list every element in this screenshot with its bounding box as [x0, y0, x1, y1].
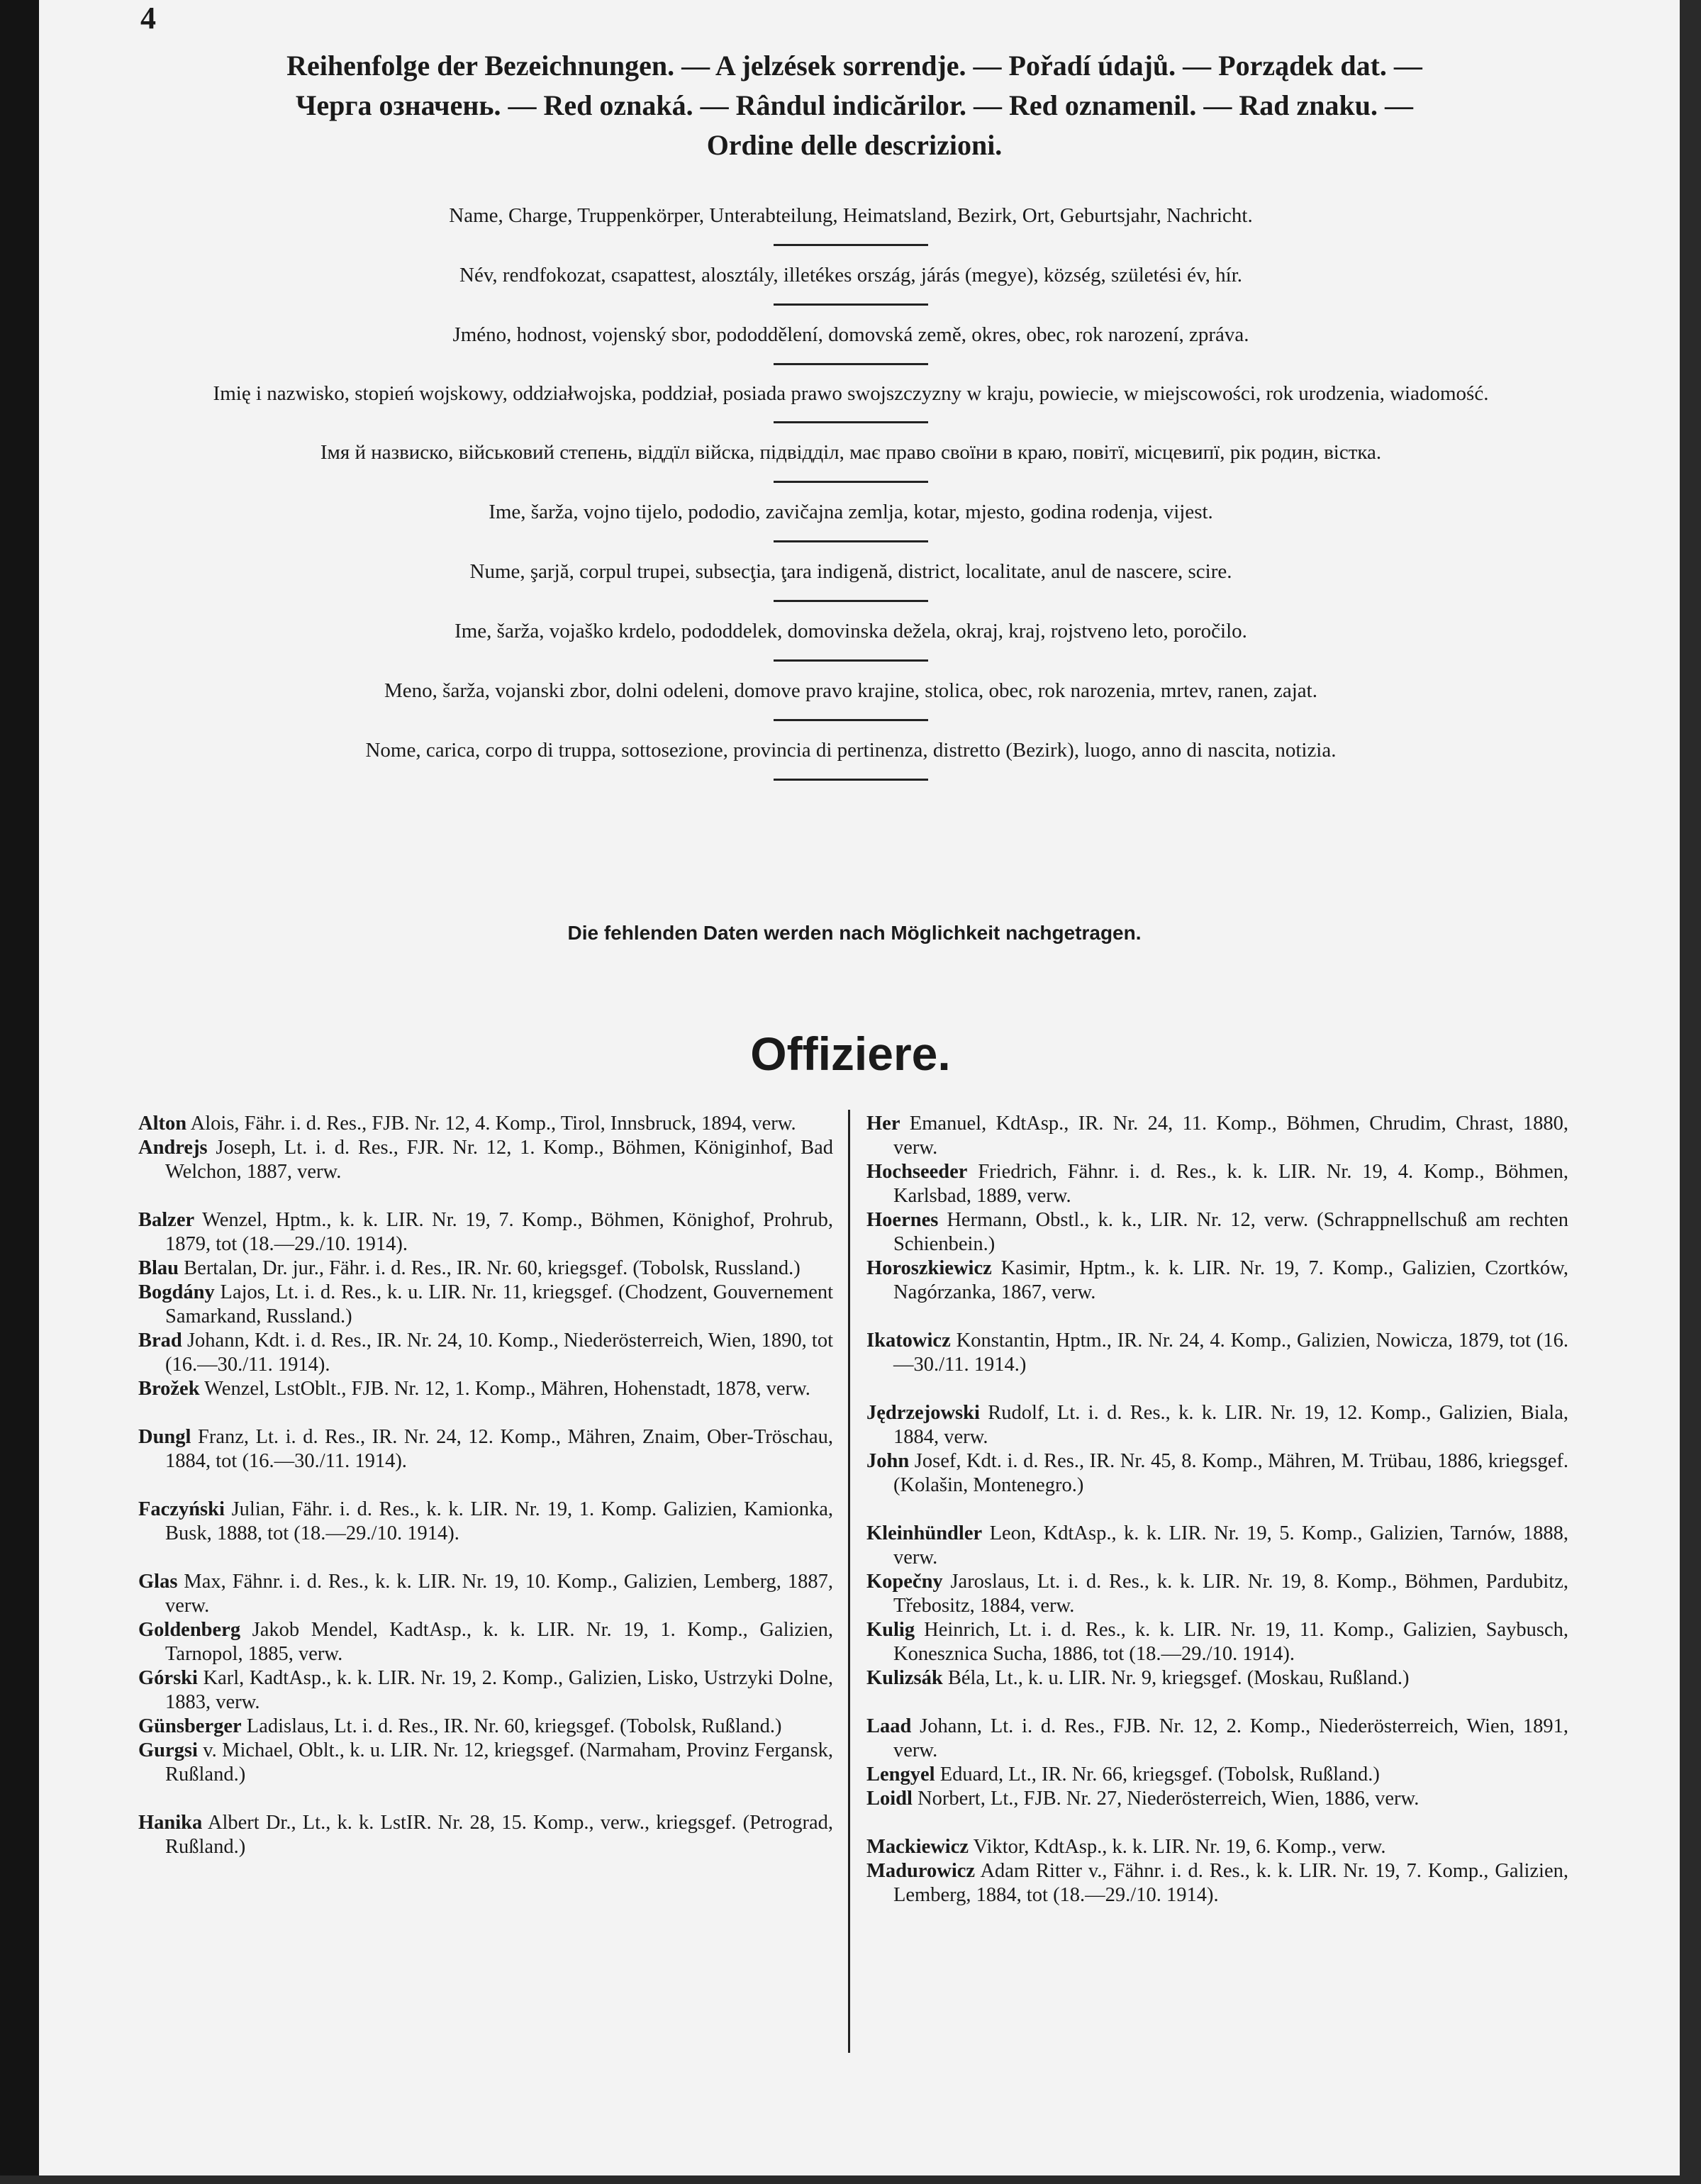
officer-details: Adam Ritter v., Fähnr. i. d. Res., k. k. LIR. Nr. 19, 7. Komp., Galizien, Lemberg, 1884, tot (18.—29./10. 1914). [893, 1860, 1569, 1906]
divider-rule [774, 481, 928, 483]
officer-surname: Madurowicz [866, 1860, 976, 1882]
divider-rule [774, 421, 928, 423]
header-line: Reihenfolge der Bezeichnungen. — A jelzések sorrendje. — Pořadí údajů. — Porządek dat. — [286, 50, 1422, 82]
officer-details: v. Michael, Oblt., k. u. LIR. Nr. 12, kriegsgef. (Narmaham, Provinz Fergansk, Rußland.) [165, 1739, 833, 1785]
divider-rule [774, 244, 928, 246]
officer-surname: Blau [138, 1257, 179, 1279]
officer-details: Norbert, Lt., FJB. Nr. 27, Niederösterreich, Wien, 1886, verw. [918, 1788, 1420, 1810]
officer-surname: Kopečny [866, 1571, 943, 1593]
officer-entry [866, 1257, 1568, 1305]
officer-details: Wenzel, Hptm., k. k. LIR. Nr. 19, 7. Komp., Böhmen, Könighof, Prohrub, 1879, tot (18.—29./10. 1914). [165, 1209, 833, 1255]
officer-entry [866, 1787, 1568, 1811]
officer-entry [138, 1425, 833, 1473]
divider-rule [774, 600, 928, 602]
officer-entry [866, 1112, 1568, 1160]
officer-surname: Górski [138, 1667, 198, 1689]
officer-surname: Mackiewicz [866, 1836, 969, 1858]
officer-entry [866, 1618, 1568, 1666]
officer-details: Max, Fähnr. i. d. Res., k. k. LIR. Nr. 19, 10. Komp., Galizien, Lemberg, 1887, verw. [165, 1571, 834, 1617]
officer-surname: Hochseeder [866, 1161, 968, 1183]
officer-details: Rudolf, Lt. i. d. Res., k. k. LIR. Nr. 19, 12. Komp., Galizien, Biala, 1884, verw. [893, 1402, 1569, 1448]
legend-slovene: Ime, šarža, vojaško krdelo, pododdelek, domovinska dežela, okraj, kraj, rojstveno leto, poročilo. [454, 620, 1247, 642]
officer-entry [866, 1763, 1568, 1787]
legend-croatian: Ime, šarža, vojno tijelo, pododio, zavičajna zemlja, kotar, mjesto, godina rodenja, vijest. [489, 501, 1213, 523]
officer-entry [138, 1257, 833, 1281]
officer-surname: Dungl [138, 1426, 191, 1448]
officer-entry [866, 1859, 1568, 1907]
officer-entry [866, 1715, 1568, 1763]
officer-details: Viktor, KdtAsp., k. k. LIR. Nr. 19, 6. Komp., verw. [973, 1836, 1386, 1858]
officer-entry [866, 1570, 1568, 1618]
officer-surname: Her [866, 1113, 900, 1135]
officer-surname: Goldenberg [138, 1619, 241, 1641]
officer-surname: Horoszkiewicz [866, 1257, 992, 1279]
officer-details: Hermann, Obstl., k. k., LIR. Nr. 12, verw. (Schrappnellschuß am rechten Schienbein.) [893, 1209, 1568, 1255]
officer-entry [866, 1160, 1568, 1208]
legend-polish: Imię i nazwisko, stopień wojskowy, oddziałwojska, poddział, posiada prawo swojszczyzny w kraju, powiecie, w miejscowości, rok urodzenia, wiadomość. [213, 382, 1489, 405]
officer-surname: Kulizsák [866, 1667, 943, 1689]
officer-surname: Balzer [138, 1209, 195, 1231]
divider-rule [774, 659, 928, 662]
officer-details: Franz, Lt. i. d. Res., IR. Nr. 24, 12. Komp., Mähren, Znaim, Ober-Tröschau, 1884, tot (16.—30./11. 1914). [165, 1426, 834, 1472]
officer-details: Julian, Fähr. i. d. Res., k. k. LIR. Nr. 19, 1. Komp. Galizien, Kamionka, Busk, 1888, tot (18.—29./10. 1914). [165, 1498, 833, 1544]
officer-details: Karl, KadtAsp., k. k. LIR. Nr. 19, 2. Komp., Galizien, Lisko, Ustrzyki Dolne, 1883, verw. [165, 1667, 834, 1713]
officer-entry [138, 1739, 833, 1787]
header-line: Ordine delle descrizioni. [706, 129, 1003, 161]
officer-surname: Brad [138, 1330, 182, 1352]
scan-frame-right [1680, 0, 1701, 2184]
legend-romanian: Nume, şarjă, corpul trupei, subsecţia, ţara indigenă, district, localitate, anul de nascere, scire. [469, 560, 1232, 583]
divider-rule [774, 719, 928, 721]
officer-surname: Alton [138, 1113, 187, 1135]
officer-details: Heinrich, Lt. i. d. Res., k. k. LIR. Nr. 19, 11. Komp., Galizien, Saybusch, Konesznica Sucha, 1886, tot (18.—29./10. 1914). [893, 1619, 1568, 1665]
officer-surname: Ikatowicz [866, 1330, 951, 1352]
officer-details: Friedrich, Fähnr. i. d. Res., k. k. LIR. Nr. 19, 4. Komp., Böhmen, Karlsbad, 1889, verw. [893, 1161, 1569, 1207]
header-line: Черга означень. — Red oznaká. — Rândul indicărilor. — Red oznamenil. — Rad znaku. — [295, 89, 1413, 121]
officer-surname: Jędrzejowski [866, 1402, 980, 1424]
officer-surname: Faczyński [138, 1498, 225, 1520]
officer-details: Leon, KdtAsp., k. k. LIR. Nr. 19, 5. Komp., Galizien, Tarnów, 1888, verw. [893, 1522, 1569, 1569]
officer-entry [138, 1715, 833, 1739]
officer-details: Joseph, Lt. i. d. Res., FJR. Nr. 12, 1. Komp., Böhmen, Königinhof, Bad Welchon, 1887, verw. [165, 1137, 833, 1183]
officer-surname: John [866, 1450, 910, 1472]
officer-surname: Kulig [866, 1619, 915, 1641]
officer-entry [866, 1401, 1568, 1449]
officer-details: Johann, Kdt. i. d. Res., IR. Nr. 24, 10. Komp., Niederösterreich, Wien, 1890, tot (16.—30./11. 1914). [165, 1330, 834, 1376]
officer-surname: Günsberger [138, 1715, 242, 1737]
officer-surname: Lengyel [866, 1764, 935, 1785]
officer-details: Lajos, Lt. i. d. Res., k. u. LIR. Nr. 11, kriegsgef. (Chodzent, Gouvernement Samarkand, Russland.) [165, 1281, 834, 1327]
officer-details: Emanuel, KdtAsp., IR. Nr. 24, 11. Komp., Böhmen, Chrudim, Chrast, 1880, verw. [893, 1113, 1568, 1159]
officer-entry [866, 1522, 1568, 1570]
header-block [138, 46, 1571, 165]
right-column [866, 1112, 1568, 1907]
officer-surname: Hoernes [866, 1209, 939, 1231]
officer-details: Josef, Kdt. i. d. Res., IR. Nr. 45, 8. Komp., Mähren, M. Trübau, 1886, kriegsgef. (Kolašin, Montenegro.) [893, 1450, 1568, 1496]
officer-surname: Kleinhündler [866, 1522, 983, 1544]
officer-entry [138, 1570, 833, 1618]
legend-slovak: Meno, šarža, vojanski zbor, dolni odeleni, domove pravo krajine, stolica, obec, rok narozenia, mrtev, ranen, zajat. [384, 679, 1317, 702]
officer-entry [866, 1208, 1568, 1257]
officer-details: Wenzel, LstOblt., FJB. Nr. 12, 1. Komp., Mähren, Hohenstadt, 1878, verw. [204, 1378, 810, 1400]
officer-entry [138, 1618, 833, 1666]
legend-czech: Jméno, hodnost, vojenský sbor, pododdělení, domovská země, okres, obec, rok narození, zpráva. [452, 323, 1249, 346]
officer-entry [138, 1281, 833, 1329]
divider-rule [774, 540, 928, 542]
divider-rule [774, 363, 928, 365]
legend-block [138, 202, 1563, 796]
officer-surname: Andrejs [138, 1137, 208, 1159]
officer-details: Béla, Lt., k. u. LIR. Nr. 9, kriegsgef. (Moskau, Rußland.) [947, 1667, 1410, 1689]
scan-frame-bottom [0, 2175, 1701, 2184]
officer-details: Kasimir, Hptm., k. k. LIR. Nr. 19, 7. Komp., Galizien, Czortków, Nagórzanka, 1867, verw. [893, 1257, 1569, 1303]
officer-details: Konstantin, Hptm., IR. Nr. 24, 4. Komp., Galizien, Nowicza, 1879, tot (16.—30./11. 1914.) [893, 1330, 1569, 1376]
column-divider [848, 1110, 850, 2053]
officer-entry [866, 1666, 1568, 1690]
legend-hungarian: Név, rendfokozat, csapattest, alosztály, illetékes ország, járás (megye), község, születési év, hír. [459, 264, 1242, 286]
section-title: Offiziere. [750, 1027, 951, 1080]
officer-details: Jakob Mendel, KadtAsp., k. k. LIR. Nr. 19, 1. Komp., Galizien, Tarnopol, 1885, verw. [165, 1619, 833, 1665]
officer-entry [866, 1835, 1568, 1859]
officer-entry [138, 1666, 833, 1715]
officer-entry [138, 1498, 833, 1546]
officer-surname: Loidl [866, 1788, 913, 1810]
divider-rule [774, 303, 928, 306]
officer-surname: Brožek [138, 1378, 200, 1400]
officer-entry [866, 1449, 1568, 1498]
officer-details: Ladislaus, Lt. i. d. Res., IR. Nr. 60, kriegsgef. (Tobolsk, Rußland.) [246, 1715, 782, 1737]
divider-rule [774, 779, 928, 781]
scan-frame-left [0, 0, 39, 2184]
officer-entry [138, 1811, 833, 1859]
officer-entry [138, 1208, 833, 1257]
officer-entry [138, 1377, 833, 1401]
officer-entry [138, 1329, 833, 1377]
officer-details: Bertalan, Dr. jur., Fähr. i. d. Res., IR. Nr. 60, kriegsgef. (Tobolsk, Russland.) [184, 1257, 801, 1279]
officer-details: Jaroslaus, Lt. i. d. Res., k. k. LIR. Nr. 19, 8. Komp., Böhmen, Pardubitz, Třebositz, 1884, verw. [893, 1571, 1568, 1617]
officer-details: Johann, Lt. i. d. Res., FJB. Nr. 12, 2. Komp., Niederösterreich, Wien, 1891, verw. [893, 1715, 1568, 1761]
officer-surname: Glas [138, 1571, 178, 1593]
officer-entry [866, 1329, 1568, 1377]
missing-data-note: Die fehlenden Daten werden nach Möglichkeit nachgetragen. [567, 922, 1142, 944]
legend-italian: Nome, carica, corpo di truppa, sottosezione, provincia di pertinenza, distretto (Bezirk), luogo, anno di nascita, notizia. [365, 739, 1337, 762]
officer-surname: Hanika [138, 1812, 203, 1834]
officer-details: Eduard, Lt., IR. Nr. 66, kriegsgef. (Tobolsk, Rußland.) [939, 1764, 1380, 1785]
officer-surname: Gurgsi [138, 1739, 198, 1761]
left-column [138, 1112, 833, 1859]
officer-entry [138, 1136, 833, 1184]
officer-details: Albert Dr., Lt., k. k. LstIR. Nr. 28, 15. Komp., verw., kriegsgef. (Petrograd, Rußland.) [165, 1812, 833, 1858]
legend-german: Name, Charge, Truppenkörper, Unterabteilung, Heimatsland, Bezirk, Ort, Geburtsjahr, Nachricht. [449, 204, 1253, 227]
page-number: 4 [140, 1, 156, 35]
officer-details: Alois, Fähr. i. d. Res., FJB. Nr. 12, 4. Komp., Tirol, Innsbruck, 1894, verw. [190, 1113, 796, 1135]
officer-surname: Bogdány [138, 1281, 215, 1303]
officer-surname: Laad [866, 1715, 912, 1737]
officer-entry [138, 1112, 833, 1136]
legend-ukrainian: Імя й назвиско, військовий степень, віддїл війска, підвідділ, має право своїни в краю, повітї, місцевипї, рік родин, вістка. [320, 441, 1382, 464]
